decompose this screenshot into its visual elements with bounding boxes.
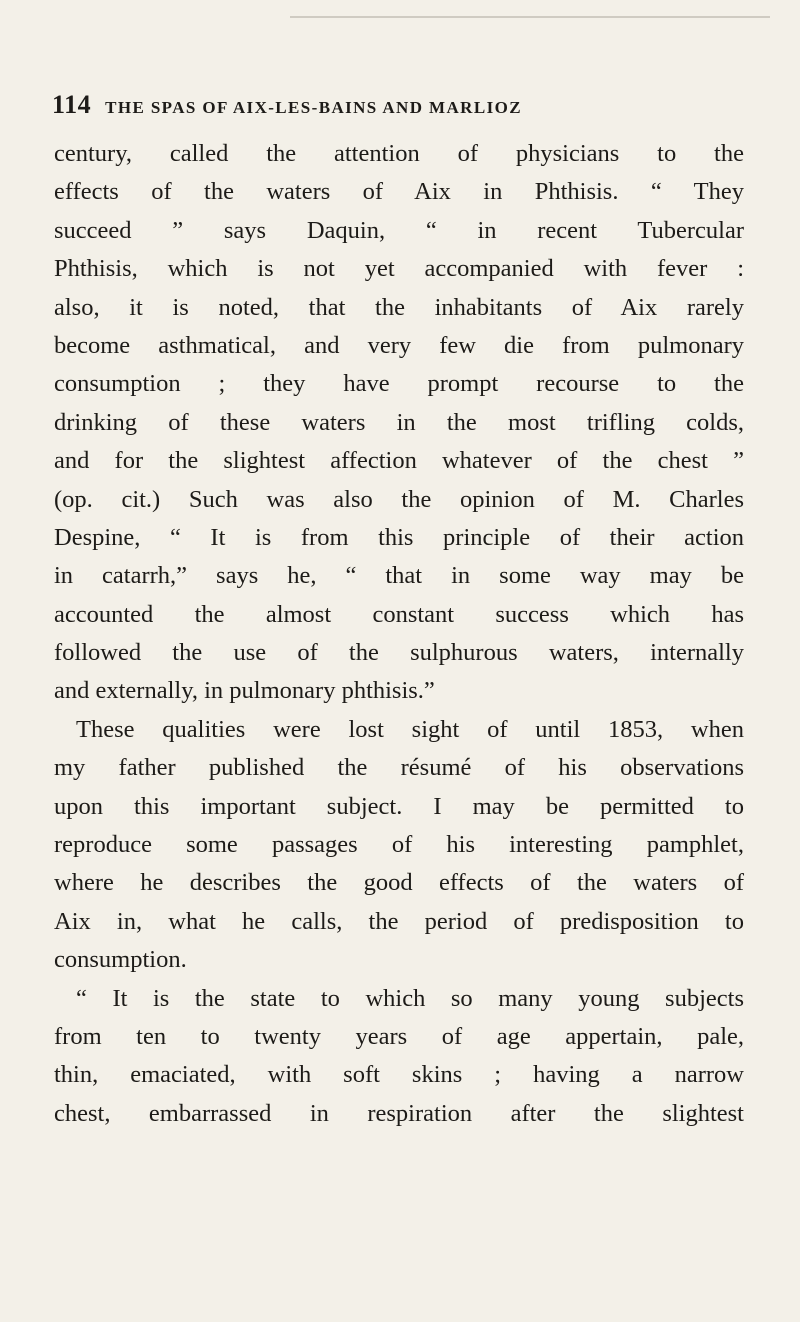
text-line: followed the use of the sulphurous waters, internally [54,639,744,667]
text-line: consumption. [54,946,187,974]
text-line: where he describes the good effects of the waters of [54,869,744,897]
text-line: and for the slightest affection whatever of the chest ” [54,447,744,475]
text-line: drinking of these waters in the most trifling colds, [54,408,744,436]
text-line: succeed ” says Daquin, “ in recent Tubercular [54,216,744,244]
text-line: (op. cit.) Such was also the opinion of M. Charles [54,485,744,513]
text-line: chest, embarrassed in respiration after the slightest [54,1099,744,1127]
top-rule [290,16,770,18]
text-line: effects of the waters of Aix in Phthisis. “ They [54,178,744,206]
running-title: THE SPAS OF AIX-LES-BAINS AND MARLIOZ [105,98,522,117]
text-line: in catarrh,” says he, “ that in some way may be [54,562,744,590]
text-line: and externally, in pulmonary phthisis.” [54,677,435,705]
text-line: Aix in, what he calls, the period of predisposition to [54,907,744,935]
text-line: Despine, “ It is from this principle of their action [54,523,744,551]
text-line: reproduce some passages of his interesting pamphlet, [54,831,744,859]
page-number: 114 [52,90,92,119]
text-line: upon this important subject. I may be permitted to [54,792,744,820]
text-line: become asthmatical, and very few die from pulmonary [54,331,744,359]
text-line: my father published the résumé of his observations [54,754,744,782]
text-line: “ It is the state to which so many young subjects [76,984,744,1012]
text-line: thin, emaciated, with soft skins ; having a narrow [54,1061,744,1089]
text-line: from ten to twenty years of age appertain, pale, [54,1022,744,1050]
text-line: century, called the attention of physicians to the [54,140,744,167]
text-line: These qualities were lost sight of until 1853, when [76,715,744,743]
text-line: Phthisis, which is not yet accompanied with fever : [54,255,744,283]
body-text [54,135,744,1133]
text-line: also, it is noted, that the inhabitants of Aix rarely [54,293,744,321]
text-line: consumption ; they have prompt recourse to the [54,370,744,398]
text-line: accounted the almost constant success which has [54,600,744,628]
running-head [52,90,752,120]
